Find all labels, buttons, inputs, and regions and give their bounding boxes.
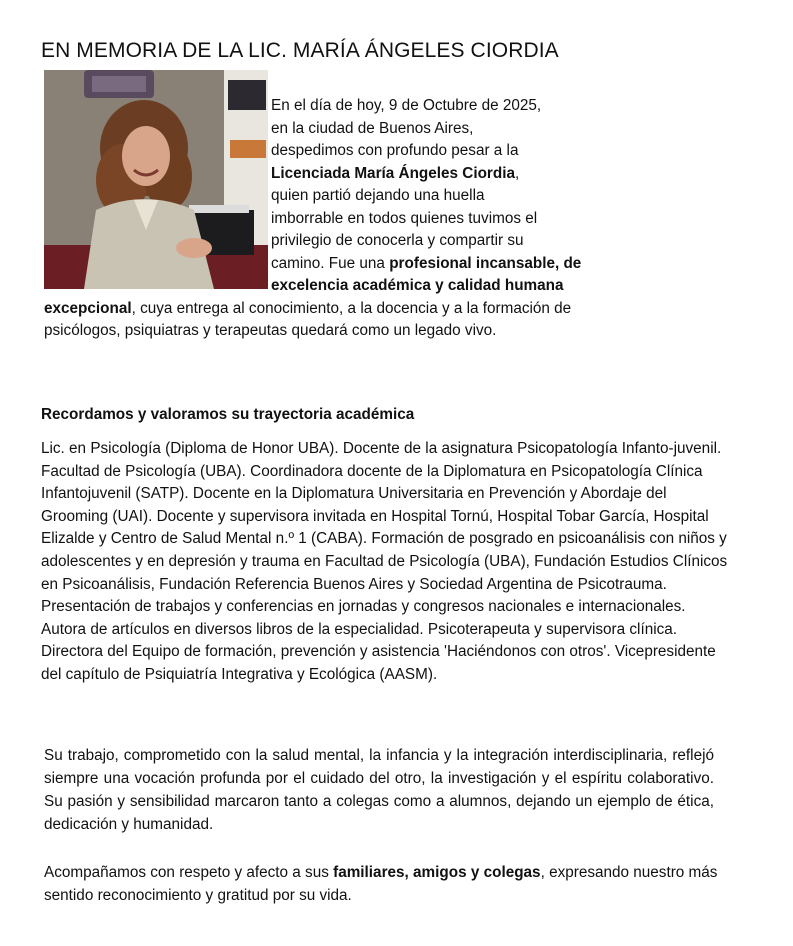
trajectory-body: Lic. en Psicología (Diploma de Honor UBA). Docente de la asignatura Psicopatología Infanto-juvenil. Facultad de Psicología (UBA). Coordinadora docente de la Diplomatura en Psicopatología Clínica Infantojuvenil (SATP). Docente en la Diplomatura Universitaria en Prevención y Abordaje del Grooming (UAI). Docente y supervisora invitada en Hospital Tornú, Hospital Tobar García, Hospital Elizalde y Centro de Salud Mental n.º 1 (CABA). Formación de posgrado en psicoanálisis con niños y adolescentes y en depresión y trauma en Facultad de Psicología (UBA), Fundación Estudios Clínicos en Psicoanálisis, Fundación Referencia Buenos Aires y Sociedad Argentina de Psicotrauma. Presentación de trabajos y conferencias en jornadas y congresos nacionales e internacionales. Autora de artículos en diversos libros de la especialidad. Psicoterapeuta y supervisora clínica. Directora del Equipo de formación, prevención y asistencia 'Haciéndonos con otros'. Vicepresidente del capítulo de Psiquiatría Integrativa y Ecológica (AASM). (41, 440, 728, 683)
intro-line: En el día de hoy, 9 de Octubre de 2025, (271, 97, 542, 114)
closing-text: , expresando nuestro más sentido reconocimiento y gratitud por su vida. (44, 864, 718, 904)
closing-highlight: familiares, amigos y colegas (333, 864, 541, 881)
intro-line: en la ciudad de Buenos Aires, (271, 119, 474, 137)
intro-section (44, 70, 604, 343)
trajectory-heading: Recordamos y valoramos su trayectoria académica (41, 406, 415, 423)
intro-line: imborrable en todos quienes tuvimos el (271, 209, 538, 227)
intro-line: quien partió dejando una huella (271, 187, 485, 204)
page-title: EN MEMORIA DE LA LIC. MARÍA ÁNGELES CIORDIA (41, 39, 559, 62)
intro-line: , cuya entrega al conocimiento, a la docencia y a la formación de psicólogos, psiquiatras y terapeutas quedará como un legado vivo. (44, 299, 572, 339)
intro-line: camino. Fue una (271, 254, 390, 272)
deceased-name: Licenciada María Ángeles Ciordia (271, 164, 515, 182)
closing-paragraph-1: Su trabajo, comprometido con la salud mental, la infancia y la integración interdisciplinaria, reflejó siempre una vocación profunda por el cuidado del otro, la investigación y el espíritu colaborativo. Su pasión y sensibilidad marcaron tanto a colegas como a alumnos, dejando un ejemplo de ética, dedicación y humanidad. (44, 747, 714, 833)
intro-line: , (514, 164, 520, 182)
intro-highlight: profesional incansable, de excelencia académica y calidad humana excepcional (44, 254, 582, 317)
closing-paragraph-2 (44, 861, 724, 907)
portrait-illustration (44, 70, 268, 289)
portrait-photo (44, 70, 268, 289)
closing-text: Acompañamos con respeto y afecto a sus (44, 864, 334, 881)
intro-line: privilegio de conocerla y compartir su (271, 232, 524, 249)
intro-line: despedimos con profundo pesar a la (271, 142, 519, 159)
